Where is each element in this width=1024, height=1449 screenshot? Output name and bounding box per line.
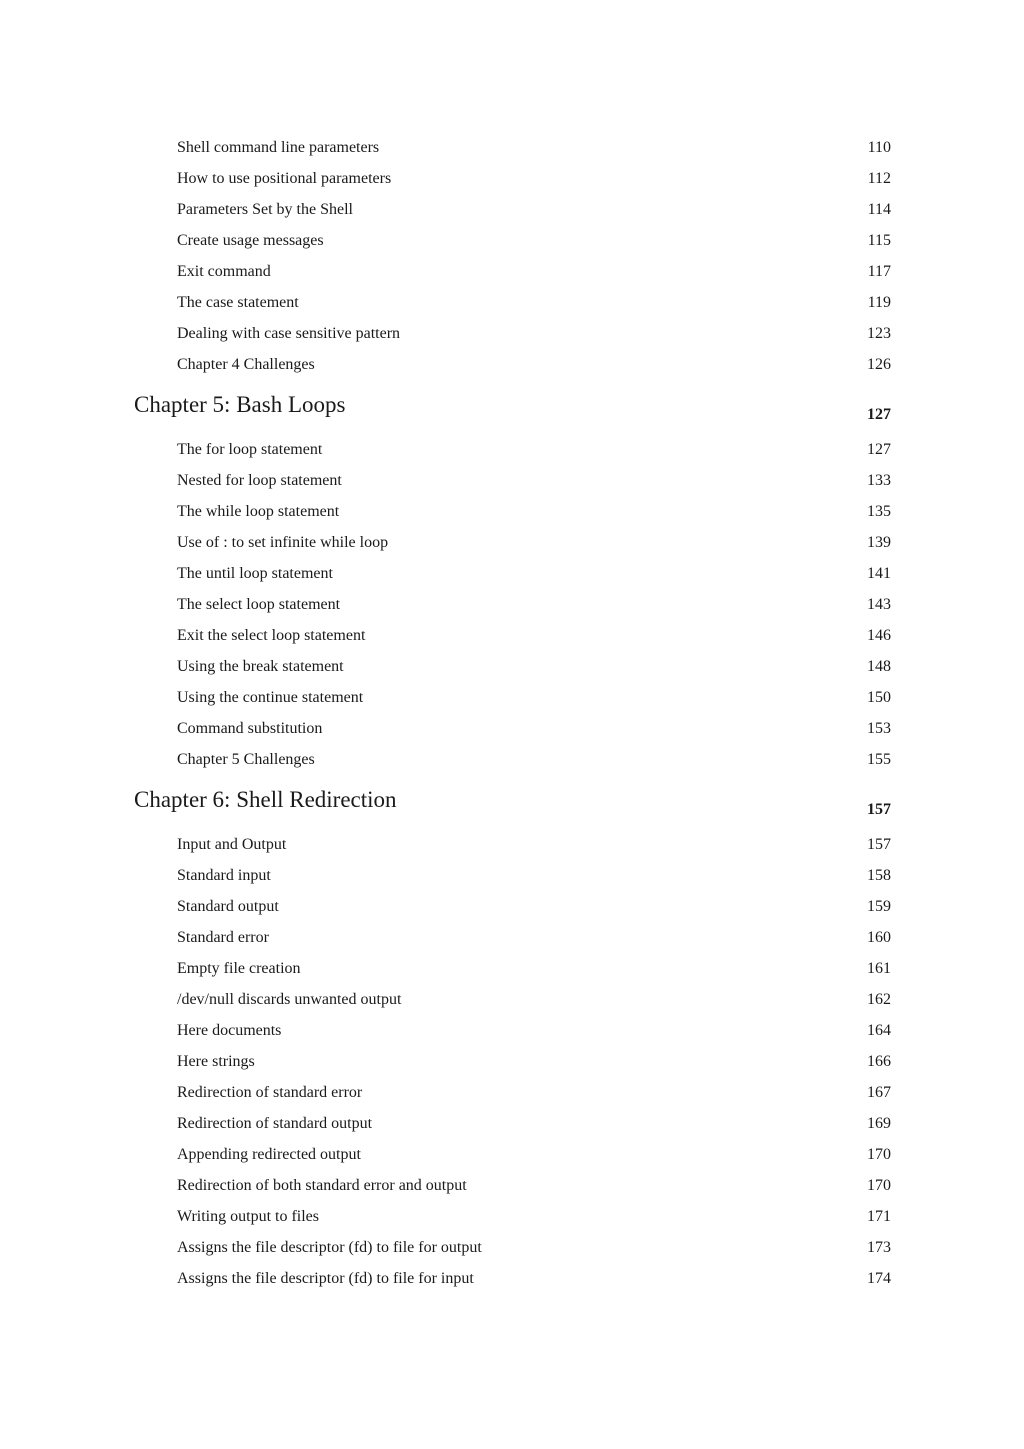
toc-entry xyxy=(134,256,891,287)
toc-entry-title: The until loop statement xyxy=(177,565,333,582)
toc-entry-page-number: 169 xyxy=(867,1115,891,1132)
toc-entry xyxy=(134,527,891,558)
toc-entry xyxy=(134,1263,891,1294)
toc-entry-title: Dealing with case sensitive pattern xyxy=(177,325,401,342)
toc-entry-page-number: 115 xyxy=(867,232,891,249)
toc-entry xyxy=(134,1046,891,1077)
toc-entry-page-number: 166 xyxy=(867,1053,891,1070)
toc-entry xyxy=(134,1015,891,1046)
toc-entry-title: Redirection of standard output xyxy=(177,1115,373,1132)
toc-entry-title: Nested for loop statement xyxy=(177,472,342,489)
toc-entry-title: Exit the select loop statement xyxy=(177,627,366,644)
toc-entry-page-number: 153 xyxy=(867,720,891,737)
toc-entry xyxy=(134,922,891,953)
toc-entry-title: Assigns the file descriptor (fd) to file for input xyxy=(177,1270,474,1287)
toc-entry-page-number: 148 xyxy=(867,658,891,675)
toc-entry-title: Appending redirected output xyxy=(177,1146,361,1163)
toc-entry xyxy=(134,953,891,984)
toc-entry-page-number: 143 xyxy=(867,596,891,613)
toc-entry xyxy=(134,860,891,891)
table-of-contents xyxy=(134,132,891,1294)
toc-entry-page-number: 164 xyxy=(867,1022,891,1039)
toc-entry-page-number: 170 xyxy=(867,1146,891,1163)
toc-entry xyxy=(134,1232,891,1263)
toc-entry-title: The while loop statement xyxy=(177,503,340,520)
toc-entry-page-number: 112 xyxy=(867,170,891,187)
toc-entry-page-number: 173 xyxy=(867,1239,891,1256)
toc-entry-page-number: 119 xyxy=(867,294,891,311)
toc-entry-page-number: 139 xyxy=(867,534,891,551)
toc-entry-title: Standard input xyxy=(177,867,271,884)
toc-chapter-heading xyxy=(134,775,891,829)
toc-entry xyxy=(134,349,891,380)
toc-entry xyxy=(134,1077,891,1108)
toc-entry-title: Create usage messages xyxy=(177,232,324,249)
toc-entry xyxy=(134,682,891,713)
toc-entry-page-number: 159 xyxy=(867,898,891,915)
toc-chapter-heading xyxy=(134,380,891,434)
toc-entry-page-number: 170 xyxy=(867,1177,891,1194)
toc-entry-title: The case statement xyxy=(177,294,299,311)
toc-entry-title: How to use positional parameters xyxy=(177,170,392,187)
toc-entry-title: Redirection of standard error xyxy=(177,1084,363,1101)
toc-entry-page-number: 126 xyxy=(867,356,891,373)
toc-entry xyxy=(134,225,891,256)
toc-entry xyxy=(134,496,891,527)
toc-entry xyxy=(134,829,891,860)
toc-entry-page-number: 167 xyxy=(867,1084,891,1101)
toc-entry-title: Using the break statement xyxy=(177,658,344,675)
toc-entry xyxy=(134,287,891,318)
toc-entry-title: Parameters Set by the Shell xyxy=(177,201,353,218)
toc-entry-title: Using the continue statement xyxy=(177,689,364,706)
toc-entry xyxy=(134,558,891,589)
toc-entry-page-number: 157 xyxy=(867,836,891,853)
chapter-title: Chapter 5: Bash Loops xyxy=(134,392,346,417)
toc-entry-title: Chapter 4 Challenges xyxy=(177,356,315,373)
toc-entry xyxy=(134,163,891,194)
toc-entry xyxy=(134,1108,891,1139)
toc-entry-page-number: 162 xyxy=(867,991,891,1008)
toc-entry xyxy=(134,744,891,775)
toc-entry-title: Command substitution xyxy=(177,720,323,737)
toc-entry-page-number: 135 xyxy=(867,503,891,520)
toc-entry-title: The select loop statement xyxy=(177,596,341,613)
toc-entry-title: /dev/null discards unwanted output xyxy=(177,991,402,1008)
toc-entry-title: Redirection of both standard error and output xyxy=(177,1177,467,1194)
toc-entry xyxy=(134,620,891,651)
toc-entry-page-number: 133 xyxy=(867,472,891,489)
toc-entry-title: Here strings xyxy=(177,1053,255,1070)
toc-entry-title: Exit command xyxy=(177,263,271,280)
toc-entry-title: Writing output to files xyxy=(177,1208,320,1225)
chapter-page-number: 127 xyxy=(867,406,891,423)
toc-entry-title: The for loop statement xyxy=(177,441,323,458)
chapter-title: Chapter 6: Shell Redirection xyxy=(134,787,397,812)
toc-entry-page-number: 123 xyxy=(867,325,891,342)
toc-entry xyxy=(134,132,891,163)
chapter-page-number: 157 xyxy=(867,801,891,818)
toc-entry-page-number: 155 xyxy=(867,751,891,768)
toc-entry-page-number: 127 xyxy=(867,441,891,458)
toc-entry-title: Input and Output xyxy=(177,836,287,853)
toc-entry-page-number: 110 xyxy=(867,139,891,156)
toc-entry-title: Chapter 5 Challenges xyxy=(177,751,315,768)
toc-entry-page-number: 150 xyxy=(867,689,891,706)
toc-entry xyxy=(134,589,891,620)
toc-entry-title: Empty file creation xyxy=(177,960,301,977)
toc-entry-title: Here documents xyxy=(177,1022,282,1039)
toc-entry-title: Assigns the file descriptor (fd) to file for output xyxy=(177,1239,482,1256)
toc-entry-page-number: 146 xyxy=(867,627,891,644)
toc-entry xyxy=(134,891,891,922)
toc-entry-page-number: 117 xyxy=(867,263,891,280)
toc-entry-page-number: 114 xyxy=(867,201,891,218)
toc-entry xyxy=(134,1201,891,1232)
toc-entry-page-number: 158 xyxy=(867,867,891,884)
toc-entry-title: Standard error xyxy=(177,929,269,946)
toc-entry-page-number: 141 xyxy=(867,565,891,582)
toc-entry xyxy=(134,1139,891,1170)
toc-entry-page-number: 174 xyxy=(867,1270,891,1287)
toc-entry-title: Use of : to set infinite while loop xyxy=(177,534,389,551)
toc-entry xyxy=(134,713,891,744)
toc-entry xyxy=(134,434,891,465)
toc-entry xyxy=(134,1170,891,1201)
toc-entry-page-number: 161 xyxy=(867,960,891,977)
toc-entry xyxy=(134,465,891,496)
toc-entry-title: Shell command line parameters xyxy=(177,139,380,156)
toc-entry-page-number: 160 xyxy=(867,929,891,946)
toc-entry xyxy=(134,651,891,682)
toc-entry-title: Standard output xyxy=(177,898,279,915)
toc-entry-page-number: 171 xyxy=(867,1208,891,1225)
toc-entry xyxy=(134,984,891,1015)
toc-entry xyxy=(134,194,891,225)
toc-entry xyxy=(134,318,891,349)
